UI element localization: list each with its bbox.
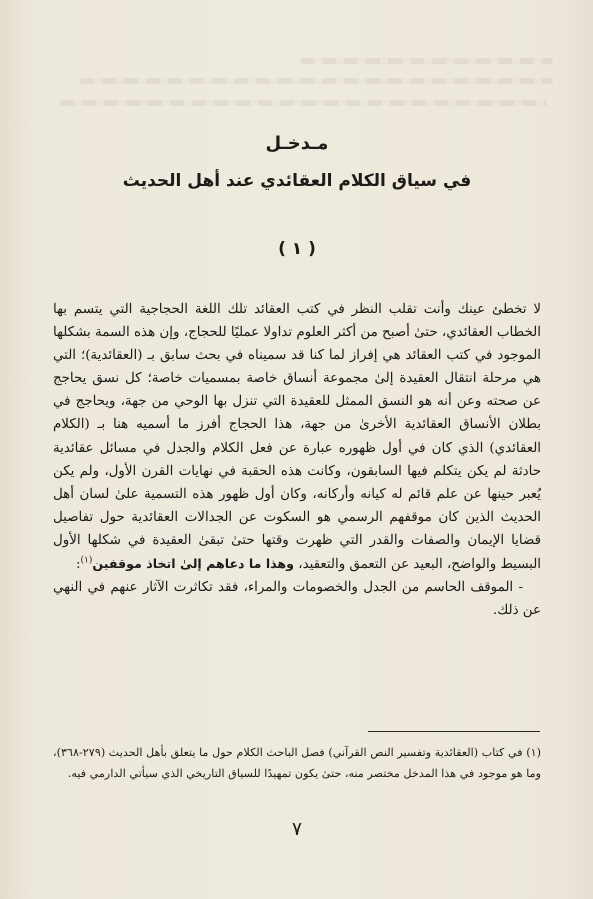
paragraph (53, 298, 541, 576)
body-text (53, 298, 541, 622)
footnote-divider (368, 731, 540, 732)
footnote-1: (١) في كتاب (العقائدية وتفسير النص القرآني) فصل الباحث الكلام حول ما يتعلق بأهل الحديث (٢٧٩-٣٦٨)، وما هو موجود في هذا المدخل مختصر منه، حتىٰ يكون تمهيدًا للسياق التاريخي الذي سيأتي الدارمي فيه. (53, 746, 541, 780)
paragraph-text: لا تخطئ عينك وأنت تقلب النظر في كتب العقائد تلك اللغة الحجاجية التي يتسم بها الخطاب العقائدي، حتىٰ أصبح من أكثر العلوم تداولا عمليًا للحجاج، وإن هذه السمة بشكلها الموجود في كتب العقائد هي إفراز لما كنا قد سميناه في بحث سابق بـ (العقائدية)؛ التي هي مرحلة انتقال العقيدة إلىٰ مجموعة أنساق خاصة بمسميات خاصة؛ كل نسق يحاجج عن صحته وعن أنه هو النسق الممثل للعقيدة التي تنزل بها الوحي من جهة، ويحاجج في بطلان الأنساق العقائدية الأخرىٰ من جهة، هذا الحجاج أفرز ما أسميه هنا بـ (الكلام العقائدي) الذي كان في أول ظهوره عبارة عن فعل الكلام والجدل في مسائل عقائدية حادثة لم يكن يتكلم فيها السابقون، وكانت هذه الحقبة في نهايات القرن الأول، ولم يكن يُعبر حينها عن علم قائم له كيانه وأركانه، وكان أول ظهور هذه التسمية علىٰ لسان أهل الحديث الذين كان موقفهم الرسمي هو السكوت عن الجدالات العقائدية حول تفاصيل قضايا الإيمان والصفات والقدر التي ظهرت وقتها حتىٰ تبقىٰ العقيدة في شكلها الأول البسيط والواضح، البعيد عن التعمق والتعقيد، (53, 302, 541, 573)
section-number: ( ١ ) (278, 239, 316, 259)
footnotes (53, 742, 541, 784)
chapter-subtitle: في سياق الكلام العقائدي عند أهل الحديث (122, 171, 472, 191)
bleed-through-line (80, 78, 553, 84)
footnote-reference: (١) (80, 555, 93, 566)
paragraph-end: : (76, 557, 81, 573)
bullet-paragraph-text: - الموقف الحاسم من الجدل والخصومات والمراء، فقد تكاثرت الآثار عنهم في النهي عن ذلك. (53, 580, 541, 619)
page-number: ٧ (291, 818, 303, 840)
bleed-through-line (60, 100, 547, 106)
chapter-title: مـدخـل (265, 133, 329, 154)
bleed-through-line (300, 58, 553, 64)
paragraph-bold-text: وهذا ما دعاهم إلىٰ اتخاذ موقفين (92, 556, 294, 572)
bullet-paragraph (53, 576, 541, 622)
